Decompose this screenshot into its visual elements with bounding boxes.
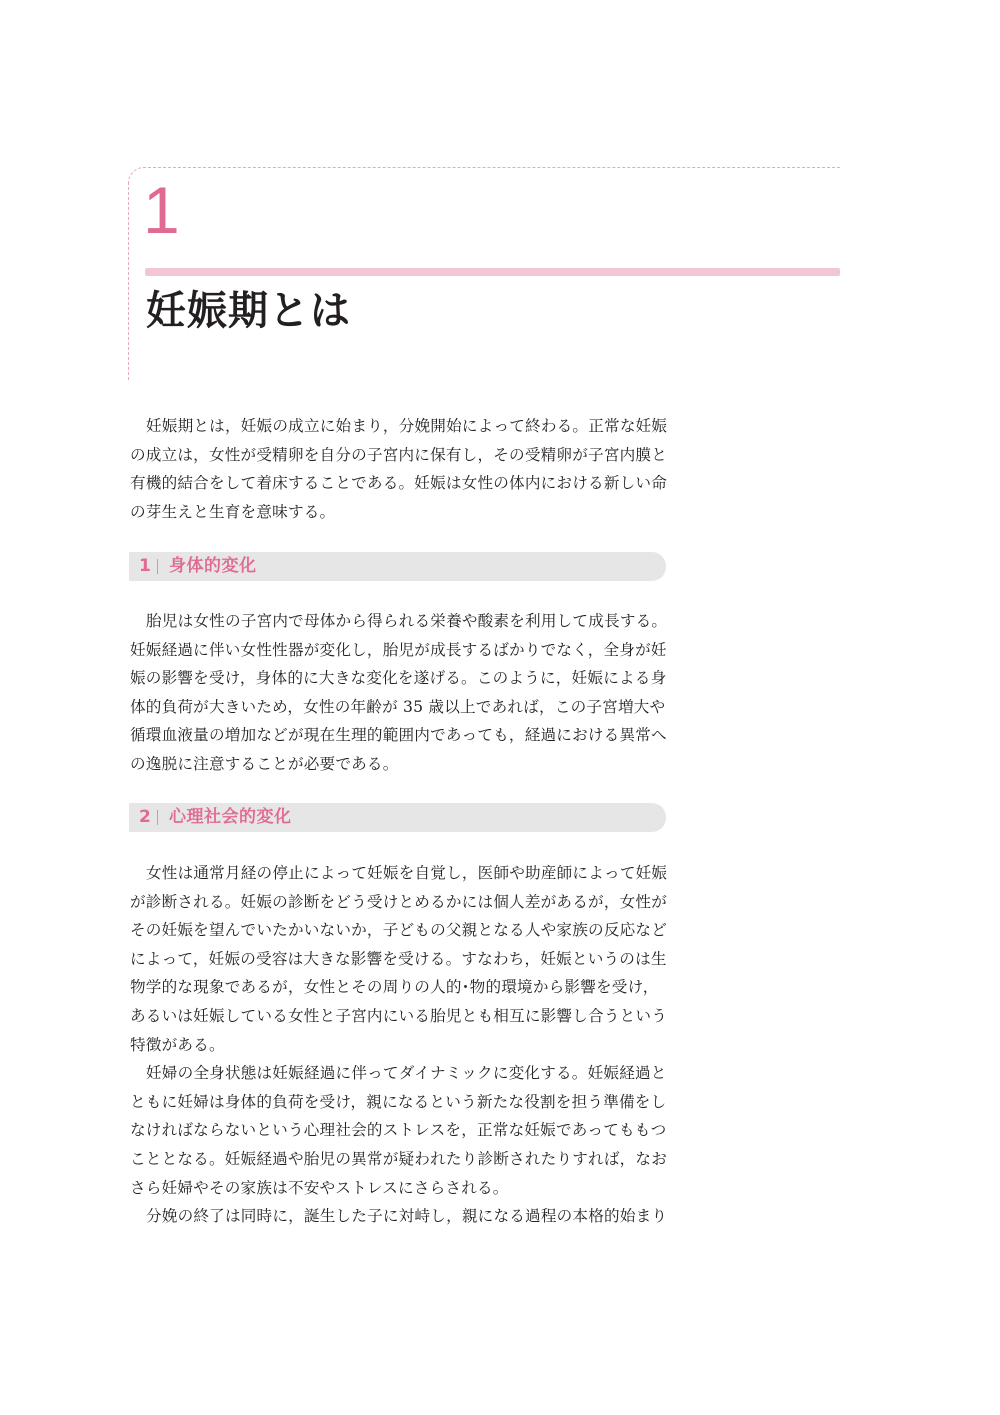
text-line: こととなる。妊娠経過や胎児の異常が疑われたり診断されたりすれば，なお — [130, 1149, 667, 1168]
text-line: 妊娠経過に伴い女性性器が変化し，胎児が成長するばかりでなく，全身が妊 — [130, 640, 667, 659]
text-line: 女性は通常月経の停止によって妊娠を自覚し，医師や助産師によって妊娠 — [146, 864, 668, 882]
text-line: あるいは妊娠している女性と子宮内にいる胎児とも相互に影響し合うという — [130, 1006, 667, 1025]
text-line: 特徴がある。 — [130, 1035, 225, 1054]
intro-paragraph — [130, 412, 670, 526]
text-line: 胎児は女性の子宮内で母体から得られる栄養や酸素を利用して成長する。 — [146, 612, 668, 630]
text-line: その妊娠を望んでいたかいないか，子どもの父親となる人や家族の反応など — [130, 921, 667, 940]
text-line: 有機的結合をして着床することである。妊娠は女性の体内における新しい命 — [130, 474, 667, 493]
section-title: 身体的変化 — [169, 556, 257, 576]
section-1-paragraph — [130, 607, 670, 779]
text-line: 娠の影響を受け，身体的に大きな変化を遂げる。このように，妊娠による身 — [130, 669, 667, 688]
text-line: 体的負荷が大きいため，女性の年齢が 35 歳以上であれば，この子宮増大や — [130, 697, 666, 716]
chapter-title: 妊娠期とは — [146, 288, 351, 334]
text-line: 循環血液量の増加などが現在生理的範囲内であっても，経過における異常へ — [130, 726, 667, 745]
section-2-paragraphs — [130, 859, 670, 1231]
section-separator — [157, 559, 158, 574]
section-number: 2 — [139, 807, 151, 827]
text-line: 妊婦の全身状態は妊娠経過に伴ってダイナミックに変化する。妊娠経過と — [146, 1064, 667, 1083]
text-line: ともに妊婦は身体的負荷を受け，親になるという新たな役割を担う準備をし — [130, 1092, 667, 1111]
chapter-divider — [145, 268, 840, 276]
text-line: の成立は，女性が受精卵を自分の子宮内に保有し，その受精卵が子宮内膜と — [130, 445, 667, 464]
text-line: 物学的な現象であるが，女性とその周りの人的･物的環境から影響を受け， — [130, 978, 659, 997]
text-line: によって，妊娠の受容は大きな影響を受ける。すなわち，妊娠というのは生 — [130, 949, 667, 968]
section-number: 1 — [139, 556, 151, 576]
chapter-number: 1 — [143, 173, 180, 247]
text-line: 妊娠期とは，妊娠の成立に始まり，分娩開始によって終わる。正常な妊娠 — [146, 417, 668, 435]
text-line: が診断される。妊娠の診断をどう受けとめるかには個人差があるが，女性が — [130, 892, 667, 911]
chapter-frame-left — [128, 182, 129, 380]
chapter-frame-top — [143, 167, 840, 168]
text-line: 分娩の終了は同時に，誕生した子に対峙し，親になる過程の本格的始まり — [146, 1207, 668, 1226]
section-heading-1 — [129, 552, 666, 581]
section-separator — [157, 810, 158, 825]
text-line: の逸脱に注意することが必要である。 — [130, 754, 399, 773]
section-title: 心理社会的変化 — [169, 807, 292, 827]
text-line: の芽生えと生育を意味する。 — [130, 502, 336, 521]
text-line: さら妊婦やその家族は不安やストレスにさらされる。 — [130, 1178, 509, 1197]
section-heading-2 — [129, 803, 666, 832]
text-line: なければならないという心理社会的ストレスを，正常な妊娠であってももつ — [130, 1121, 667, 1140]
